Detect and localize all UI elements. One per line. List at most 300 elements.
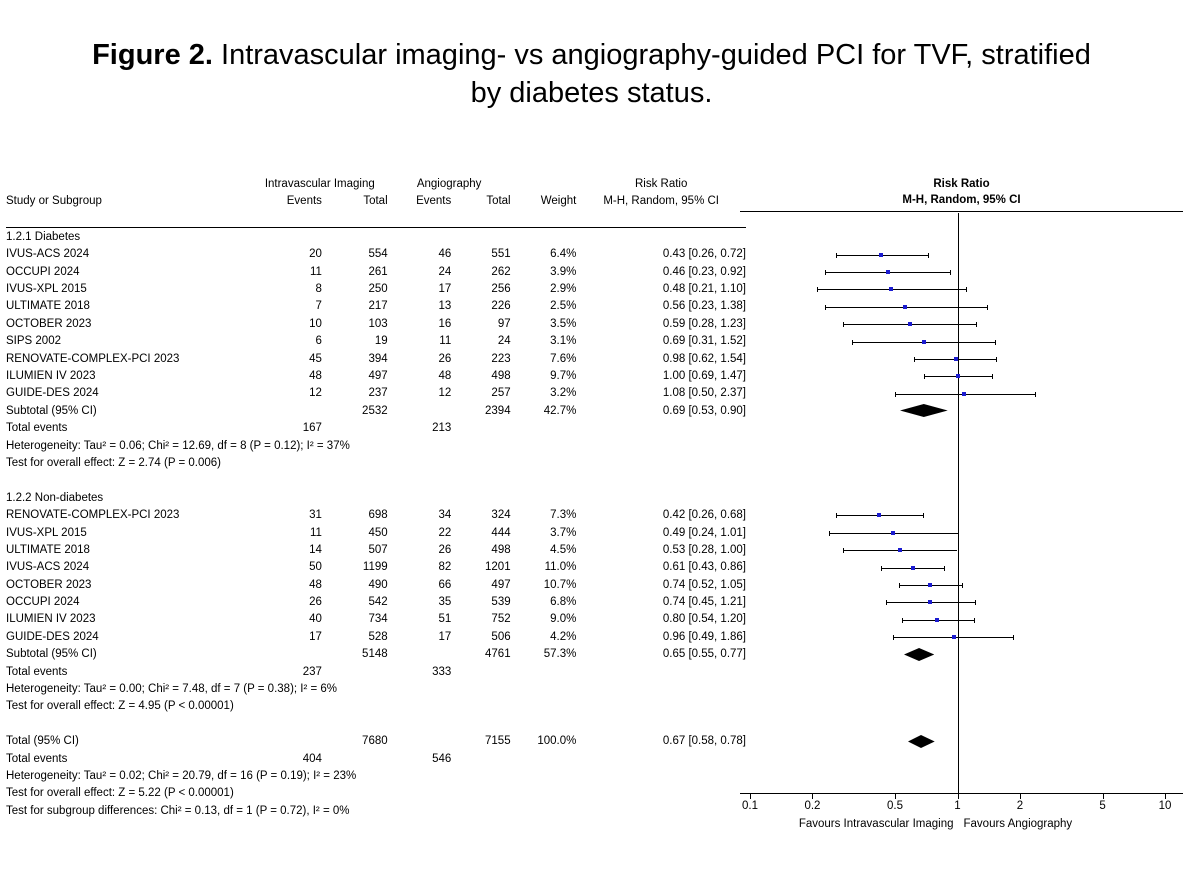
subtotal-rr: 0.65 [0.55, 0.77]: [662, 648, 746, 661]
ci-cap: [881, 566, 882, 571]
overall-effect-text: Test for overall effect: Z = 5.22 (P < 0.00001): [6, 787, 234, 800]
study-name: RENOVATE-COMPLEX-PCI 2023: [6, 509, 180, 522]
effect-marker: [877, 513, 881, 517]
table-cell: [6, 715, 746, 732]
ci-cap: [923, 513, 924, 518]
study-row: [6, 611, 746, 628]
study-name: OCCUPI 2024: [6, 596, 80, 609]
study-events1: 17: [309, 630, 322, 643]
ci-cap: [996, 357, 997, 362]
study-total2: 444: [491, 526, 511, 539]
total-total2: 7155: [485, 735, 511, 748]
table-cell: [576, 419, 746, 436]
col-events2: Events: [416, 195, 452, 208]
study-name: ILUMIEN IV 2023: [6, 613, 96, 626]
study-total2: 262: [491, 265, 511, 278]
effect-marker: [891, 531, 895, 535]
effect-marker: [922, 340, 926, 344]
study-events2: 51: [438, 613, 452, 626]
effect-marker: [954, 357, 958, 361]
overall-effect-text: Test for overall effect: Z = 4.95 (P < 0.00001): [6, 700, 234, 713]
study-name: ILUMIEN IV 2023: [6, 369, 96, 382]
table-cell: [322, 419, 388, 436]
table-cell: [511, 663, 577, 680]
summary-diamond: [908, 735, 935, 748]
ci-cap: [914, 357, 915, 362]
study-rr: 0.59 [0.28, 1.23]: [662, 317, 746, 330]
study-total1: 734: [368, 613, 388, 626]
effect-marker: [956, 374, 960, 378]
study-row: [6, 385, 746, 402]
table-cell: [252, 402, 322, 419]
ci-cap: [836, 253, 837, 258]
study-weight: 4.2%: [550, 630, 577, 643]
study-total2: 223: [491, 352, 511, 365]
ci-cap: [825, 305, 826, 310]
study-rr: 0.48 [0.21, 1.10]: [662, 283, 746, 296]
ci-cap: [958, 531, 959, 536]
axis-label-right: Favours Angiography: [963, 818, 1073, 830]
spacer-row: [6, 472, 746, 489]
x-tick: [750, 794, 751, 799]
table-cell: [252, 646, 322, 663]
study-events2: 22: [438, 526, 452, 539]
study-events1: 31: [309, 509, 322, 522]
total-events-1: 167: [302, 422, 322, 435]
ci-cap: [1013, 635, 1014, 640]
total-events-1: 237: [302, 665, 322, 678]
col-rr-model: M-H, Random, 95% CI: [603, 195, 719, 208]
study-total1: 103: [368, 317, 388, 330]
study-rr: 0.98 [0.62, 1.54]: [662, 352, 746, 365]
x-tick: [812, 794, 813, 799]
heterogeneity-text: Heterogeneity: Tau² = 0.00; Chi² = 7.48, df = 7 (P = 0.38); I² = 6%: [6, 683, 338, 696]
study-rr: 0.56 [0.23, 1.38]: [662, 300, 746, 313]
total-events-2: 546: [432, 752, 452, 765]
subgroup-label: 1.2.2 Non-diabetes: [6, 491, 104, 504]
header-rule: [6, 210, 746, 228]
ci-cap: [928, 253, 929, 258]
study-name: OCTOBER 2023: [6, 317, 92, 330]
study-row: [6, 628, 746, 645]
study-name: ULTIMATE 2018: [6, 543, 90, 556]
study-events2: 82: [438, 561, 452, 574]
study-total1: 250: [368, 283, 388, 296]
study-total1: 394: [368, 352, 388, 365]
study-events2: 26: [438, 352, 452, 365]
study-row: [6, 506, 746, 523]
subgroup-label: 1.2.1 Diabetes: [6, 230, 81, 243]
study-events2: 34: [438, 509, 452, 522]
study-events1: 50: [309, 561, 322, 574]
study-row: [6, 333, 746, 350]
ci-cap: [817, 287, 818, 292]
total-events-1: 404: [302, 752, 322, 765]
study-row: [6, 263, 746, 280]
ci-cap: [995, 340, 996, 345]
subtotal-total1: 2532: [362, 404, 388, 417]
x-tick: [1020, 794, 1021, 799]
effect-marker: [962, 392, 966, 396]
study-total1: 507: [368, 543, 388, 556]
effect-marker: [903, 305, 907, 309]
study-events1: 45: [309, 352, 322, 365]
x-tick: [895, 794, 896, 799]
study-weight: 9.0%: [550, 613, 577, 626]
study-total2: 324: [491, 509, 511, 522]
study-events2: 48: [438, 369, 452, 382]
null-effect-line: [958, 213, 959, 793]
x-tick-label: 1: [954, 800, 961, 812]
table-cell: [252, 733, 322, 750]
effect-marker: [908, 322, 912, 326]
study-rr: 0.69 [0.31, 1.52]: [662, 335, 746, 348]
study-rr: 0.46 [0.23, 0.92]: [662, 265, 746, 278]
total-events-2: 333: [432, 665, 452, 678]
axis-label-left: Favours Intravascular Imaging: [798, 818, 954, 830]
study-row: [6, 541, 746, 558]
subtotal-label: Subtotal (95% CI): [6, 648, 97, 661]
study-weight: 4.5%: [550, 543, 577, 556]
study-events1: 11: [309, 265, 322, 278]
table-cell: [388, 646, 452, 663]
header-rr: Risk Ratio: [634, 177, 688, 190]
col-weight: Weight: [540, 195, 577, 208]
ci-cap: [974, 618, 975, 623]
study-total2: 24: [497, 335, 511, 348]
study-name: OCTOBER 2023: [6, 578, 92, 591]
study-name: IVUS-ACS 2024: [6, 248, 90, 261]
ci-cap: [975, 600, 976, 605]
x-tick-label: 5: [1099, 800, 1106, 812]
study-weight: 11.0%: [544, 561, 577, 574]
spacer-row: [6, 715, 746, 732]
study-weight: 7.3%: [550, 509, 577, 522]
study-weight: 10.7%: [543, 578, 577, 591]
figure-title: [0, 0, 1183, 113]
study-total2: 257: [491, 387, 511, 400]
study-name: IVUS-XPL 2015: [6, 526, 87, 539]
col-study: Study or Subgroup: [6, 195, 102, 208]
effect-marker: [898, 548, 902, 552]
heterogeneity-text: Heterogeneity: Tau² = 0.02; Chi² = 20.79, df = 16 (P = 0.19); I² = 23%: [6, 769, 357, 782]
study-total1: 1199: [362, 561, 388, 574]
study-events2: 11: [439, 335, 452, 348]
summary-diamond: [904, 648, 934, 661]
heterogeneity-row: [6, 437, 746, 454]
ci-cap: [852, 340, 853, 345]
ci-cap: [924, 374, 925, 379]
study-total1: 490: [368, 578, 388, 591]
header-treatment: Intravascular Imaging: [264, 177, 375, 190]
total-label: Total (95% CI): [6, 735, 79, 748]
effect-marker: [879, 253, 883, 257]
ci-cap: [958, 548, 959, 553]
study-row: [6, 524, 746, 541]
ci-cap: [829, 531, 830, 536]
study-row: [6, 593, 746, 610]
study-weight: 9.7%: [550, 369, 577, 382]
study-weight: 2.5%: [550, 300, 577, 313]
ci-cap: [886, 600, 887, 605]
figure-title-prefix: Figure 2.: [92, 39, 213, 71]
study-row: [6, 280, 746, 297]
overall-effect-row: [6, 785, 746, 802]
heterogeneity-text: Heterogeneity: Tau² = 0.06; Chi² = 12.69, df = 8 (P = 0.12); I² = 37%: [6, 439, 350, 452]
heterogeneity-row: [6, 767, 746, 784]
study-name: SIPS 2002: [6, 335, 61, 348]
table-cell: [6, 472, 746, 489]
study-row: [6, 246, 746, 263]
study-total2: 97: [497, 317, 511, 330]
table-header-columns: [6, 192, 746, 209]
subtotal-weight: 57.3%: [543, 648, 577, 661]
study-total2: 497: [491, 578, 511, 591]
x-tick-label: 2: [1016, 800, 1024, 812]
x-tick-label: 10: [1158, 800, 1172, 812]
effect-marker: [911, 566, 915, 570]
graph-top-rule: [740, 211, 1183, 212]
study-weight: 3.7%: [550, 526, 577, 539]
overall-effect-row: [6, 454, 746, 471]
table-cell: [322, 750, 388, 767]
x-tick: [1103, 794, 1104, 799]
study-events1: 26: [309, 596, 322, 609]
ci-cap: [902, 618, 903, 623]
subgroup-header: [6, 489, 746, 506]
study-row: [6, 559, 746, 576]
ci-cap: [950, 270, 951, 275]
study-events1: 10: [309, 317, 322, 330]
study-weight: 6.8%: [550, 596, 577, 609]
study-total1: 554: [368, 248, 388, 261]
total-events-2: 213: [432, 422, 452, 435]
ci-cap: [1035, 392, 1036, 397]
study-events1: 20: [309, 248, 322, 261]
study-rr: 0.42 [0.26, 0.68]: [662, 509, 746, 522]
total-rr: 0.67 [0.58, 0.78]: [662, 735, 746, 748]
table-cell: [511, 419, 577, 436]
study-weight: 3.9%: [550, 265, 577, 278]
study-rr: 0.96 [0.49, 1.86]: [662, 630, 746, 643]
study-total2: 498: [491, 543, 511, 556]
study-events2: 13: [438, 300, 452, 313]
study-name: IVUS-XPL 2015: [6, 283, 87, 296]
ci-cap: [976, 322, 977, 327]
subgroup-header: [6, 228, 746, 246]
study-total1: 237: [368, 387, 388, 400]
ci-cap: [899, 583, 900, 588]
study-total1: 450: [368, 526, 388, 539]
effect-marker: [928, 600, 932, 604]
table-cell: [576, 663, 746, 680]
total-total1: 7680: [362, 735, 388, 748]
study-events1: 7: [315, 300, 322, 313]
study-total1: 19: [374, 335, 388, 348]
study-name: IVUS-ACS 2024: [6, 561, 90, 574]
overall-effect-row: [6, 698, 746, 715]
effect-marker: [928, 583, 932, 587]
study-rr: 0.74 [0.45, 1.21]: [662, 596, 746, 609]
total-row: [6, 733, 746, 750]
ci-cap: [893, 635, 894, 640]
study-events2: 35: [438, 596, 452, 609]
study-events2: 12: [438, 387, 452, 400]
study-row: [6, 350, 746, 367]
overall-effect-text: Test for overall effect: Z = 2.74 (P = 0.006): [6, 456, 221, 469]
x-axis: [740, 793, 1183, 794]
study-total2: 498: [491, 369, 511, 382]
effect-marker: [935, 618, 939, 622]
study-rr: 0.61 [0.43, 0.86]: [662, 561, 746, 574]
study-events2: 16: [438, 317, 452, 330]
study-weight: 2.9%: [550, 283, 577, 296]
study-events1: 11: [309, 526, 322, 539]
subtotal-row: [6, 646, 746, 663]
ci-cap: [843, 322, 844, 327]
study-weight: 3.5%: [550, 317, 577, 330]
study-weight: 3.1%: [550, 335, 577, 348]
effect-marker: [952, 635, 956, 639]
study-rr: 0.80 [0.54, 1.20]: [662, 613, 746, 626]
study-events2: 17: [438, 283, 452, 296]
subtotal-label: Subtotal (95% CI): [6, 404, 97, 417]
study-events2: 17: [438, 630, 452, 643]
study-row: [6, 367, 746, 384]
study-total2: 551: [491, 248, 511, 261]
table-cell: [451, 663, 510, 680]
study-row: [6, 576, 746, 593]
study-row: [6, 315, 746, 332]
ci-cap: [825, 270, 826, 275]
effect-marker: [886, 270, 890, 274]
table-cell: [451, 750, 510, 767]
study-events1: 6: [315, 335, 322, 348]
ci-cap: [992, 374, 993, 379]
study-events1: 14: [309, 543, 322, 556]
table-cell: [451, 419, 510, 436]
total-weight: 100.0%: [537, 735, 577, 748]
subtotal-total2: 4761: [485, 648, 511, 661]
table-cell: [511, 750, 577, 767]
subtotal-rr: 0.69 [0.53, 0.90]: [662, 404, 746, 417]
study-total2: 752: [491, 613, 511, 626]
forest-graph-panel: [740, 175, 1183, 885]
study-total1: 542: [368, 596, 388, 609]
x-tick: [1165, 794, 1166, 799]
study-total2: 1201: [485, 561, 511, 574]
summary-diamond: [900, 404, 948, 417]
study-events2: 24: [438, 265, 452, 278]
table-cell: [388, 733, 452, 750]
x-tick: [958, 794, 959, 799]
ci-cap: [966, 287, 967, 292]
study-total2: 226: [491, 300, 511, 313]
study-total1: 261: [368, 265, 388, 278]
study-events1: 40: [309, 613, 322, 626]
study-total2: 256: [491, 283, 511, 296]
study-events2: 26: [438, 543, 452, 556]
study-events1: 48: [309, 578, 322, 591]
table-cell: [576, 750, 746, 767]
forest-table: [6, 175, 746, 819]
ci-cap: [987, 305, 988, 310]
study-total2: 506: [491, 630, 511, 643]
x-tick-label: 0.1: [742, 800, 758, 812]
figure-title-text: Intravascular imaging- vs angiography-guided PCI for TVF, stratified by diabetes status.: [212, 39, 1091, 110]
study-rr: 0.49 [0.24, 1.01]: [662, 526, 746, 539]
study-total1: 217: [368, 300, 388, 313]
subtotal-row: [6, 402, 746, 419]
subtotal-total2: 2394: [485, 404, 511, 417]
study-rr: 0.74 [0.52, 1.05]: [662, 578, 746, 591]
subtotal-total1: 5148: [362, 648, 388, 661]
header-control: Angiography: [416, 177, 482, 190]
study-events1: 8: [315, 283, 322, 296]
graph-header-model: M-H, Random, 95% CI: [902, 194, 1021, 206]
effect-marker: [889, 287, 893, 291]
col-total2: Total: [486, 195, 511, 208]
study-total1: 698: [368, 509, 388, 522]
total-events-label: Total events: [6, 665, 68, 678]
study-weight: 6.4%: [550, 248, 577, 261]
study-weight: 7.6%: [550, 352, 577, 365]
subgroup-diff-row: [6, 802, 746, 819]
total-events-row: [6, 750, 746, 767]
study-name: GUIDE-DES 2024: [6, 387, 99, 400]
study-events1: 48: [309, 369, 322, 382]
x-tick-label: 0.5: [887, 800, 904, 812]
ci-cap: [836, 513, 837, 518]
study-total1: 528: [368, 630, 388, 643]
total-events-label: Total events: [6, 422, 68, 435]
total-events-label: Total events: [6, 752, 68, 765]
study-events2: 66: [438, 578, 452, 591]
heterogeneity-row: [6, 680, 746, 697]
col-events1: Events: [286, 195, 322, 208]
study-weight: 3.2%: [550, 387, 577, 400]
study-total2: 539: [491, 596, 511, 609]
forest-plot: [0, 175, 1183, 885]
study-total1: 497: [368, 369, 388, 382]
study-name: OCCUPI 2024: [6, 265, 80, 278]
ci-cap: [962, 583, 963, 588]
study-rr: 0.53 [0.28, 1.00]: [662, 543, 746, 556]
study-name: RENOVATE-COMPLEX-PCI 2023: [6, 352, 180, 365]
subgroup-diff-text: Test for subgroup differences: Chi² = 0.13, df = 1 (P = 0.72), I² = 0%: [6, 804, 350, 817]
study-rr: 1.00 [0.69, 1.47]: [662, 369, 746, 382]
x-tick-label: 0.2: [804, 800, 821, 812]
study-rr: 0.43 [0.26, 0.72]: [662, 248, 746, 261]
total-events-row: [6, 663, 746, 680]
study-events2: 46: [438, 248, 452, 261]
table-cell: [322, 663, 388, 680]
study-name: GUIDE-DES 2024: [6, 630, 99, 643]
study-events1: 12: [309, 387, 322, 400]
subtotal-weight: 42.7%: [543, 404, 577, 417]
total-events-row: [6, 419, 746, 436]
study-name: ULTIMATE 2018: [6, 300, 90, 313]
table-header-groups: [6, 175, 746, 192]
graph-header-title: Risk Ratio: [933, 178, 990, 190]
ci-cap: [843, 548, 844, 553]
ci-cap: [944, 566, 945, 571]
study-rr: 1.08 [0.50, 2.37]: [662, 387, 746, 400]
table-cell: [388, 402, 452, 419]
study-row: [6, 298, 746, 315]
ci-cap: [895, 392, 896, 397]
col-total1: Total: [363, 195, 388, 208]
